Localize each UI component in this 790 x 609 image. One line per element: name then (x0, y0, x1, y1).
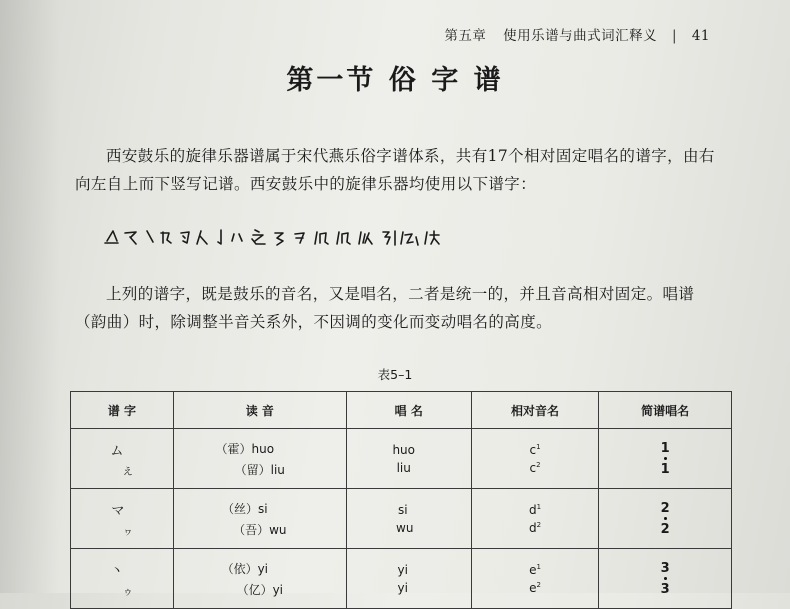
table-header-row (71, 392, 732, 429)
octave-dot (664, 517, 667, 520)
solfege-cell (346, 489, 471, 549)
explanation-paragraph: 上列的谱字，既是鼓乐的音名，又是唱名，二者是统一的，并且音高相对固定。唱谱（韵曲）时，除调整半音关系外，不因调的变化而变动唱名的高度。 (75, 285, 695, 331)
jianpu-number: 2 (660, 500, 670, 516)
intro-paragraph: 西安鼓乐的旋律乐器谱属于宋代燕乐俗字谱体系，共有17个相对固定唱名的谱字，由右向左自上而下竖写记谱。西安鼓乐中的旋律乐器均使用以下谱字： (75, 147, 715, 193)
relative-pitch-cell (471, 489, 599, 549)
relative-pitch-cell (471, 429, 599, 489)
chapter-title: 使用乐谱与曲式词汇释义 (503, 28, 658, 44)
octave-dot (664, 457, 667, 460)
header-separator: | (671, 28, 678, 44)
pitch-letter: d (528, 502, 537, 517)
symbol-glyph: マ (111, 503, 125, 519)
octave-dot (664, 577, 667, 580)
notation-symbol (218, 230, 221, 244)
reading-text: （依）yi (221, 561, 268, 576)
solfege-text: yi (397, 562, 408, 577)
jianpu-number: 1 (660, 440, 670, 456)
notation-symbol (315, 232, 328, 244)
solfege-text: si (397, 502, 408, 517)
notation-symbol (125, 232, 136, 244)
solfege-text: liu (396, 460, 411, 475)
reading-text: （亿）yi (236, 582, 283, 597)
jianpu-number-high: 3 (660, 581, 670, 597)
solfege-text: wu (396, 520, 414, 535)
symbol-cell (71, 549, 174, 609)
notation-symbol (295, 233, 304, 243)
symbol-glyph: ヮ (122, 526, 133, 538)
reading-text: （霍）huo (215, 441, 275, 456)
pitch-octave: 2 (536, 520, 542, 529)
symbol-glyph: 丶 (110, 563, 124, 579)
solfege-cell (346, 429, 471, 489)
symbol-glyph: え (122, 466, 133, 478)
solfege-text: yi (397, 580, 408, 595)
symbol-glyph: ム (110, 443, 124, 459)
reading-text: （吾）wu (233, 522, 287, 537)
reading-cell (173, 549, 346, 609)
running-header (444, 24, 710, 44)
pitch-letter: e (529, 562, 537, 577)
notation-symbol (197, 231, 207, 244)
jianpu-cell (599, 549, 732, 609)
table-row (71, 489, 732, 549)
reading-text: （丝）si (221, 501, 268, 516)
notation-symbol (181, 232, 189, 243)
pitch-letter: d (528, 520, 537, 535)
reading-text: （留）liu (234, 462, 285, 477)
pitch-octave: 1 (536, 442, 541, 451)
notation-symbol (275, 233, 283, 245)
pitch-octave: 1 (536, 562, 541, 571)
section-title: 第一节 俗 字 谱 (286, 65, 504, 96)
jianpu-cell (599, 489, 732, 549)
pitch-letter: c (529, 460, 537, 475)
symbol-cell (71, 429, 174, 489)
reading-cell (173, 429, 346, 489)
symbol-cell (71, 489, 174, 549)
solfege-cell (346, 549, 471, 609)
pitch-letter: c (529, 442, 537, 457)
notation-symbol (252, 230, 265, 244)
notation-symbol-row (103, 219, 523, 253)
notation-symbol (232, 234, 242, 241)
notation-symbol (383, 231, 395, 245)
notation-symbol (105, 231, 118, 243)
header-jianpu: 简谱唱名 (599, 392, 732, 429)
header-reading: 读 音 (173, 392, 346, 429)
notation-symbol (147, 231, 153, 242)
table-row (71, 549, 732, 609)
pitch-letter: e (529, 580, 537, 595)
reading-cell (173, 489, 346, 549)
notation-symbol (161, 232, 171, 243)
jianpu-number: 3 (660, 560, 670, 576)
jianpu-number-high: 2 (660, 521, 670, 537)
relative-pitch-cell (471, 549, 599, 609)
solfege-text: huo (392, 442, 416, 457)
notation-symbol (337, 232, 350, 244)
page-number: 41 (691, 28, 710, 44)
jianpu-number-high: 1 (660, 461, 670, 477)
jianpu-cell (599, 429, 732, 489)
notation-table (70, 391, 732, 609)
notation-symbol (425, 231, 439, 244)
table-row (71, 429, 732, 489)
notation-symbol (401, 232, 418, 245)
pitch-octave: 1 (536, 502, 542, 511)
symbol-glyph: ゥ (122, 586, 133, 598)
table-caption: 表5–1 (377, 367, 413, 382)
header-symbol: 谱 字 (71, 392, 174, 429)
pitch-octave: 2 (536, 580, 541, 589)
notation-symbol (359, 232, 372, 244)
header-relative-pitch: 相对音名 (471, 392, 599, 429)
header-solfege: 唱 名 (346, 392, 471, 429)
pitch-octave: 2 (536, 460, 541, 469)
chapter-number: 第五章 (444, 28, 487, 44)
